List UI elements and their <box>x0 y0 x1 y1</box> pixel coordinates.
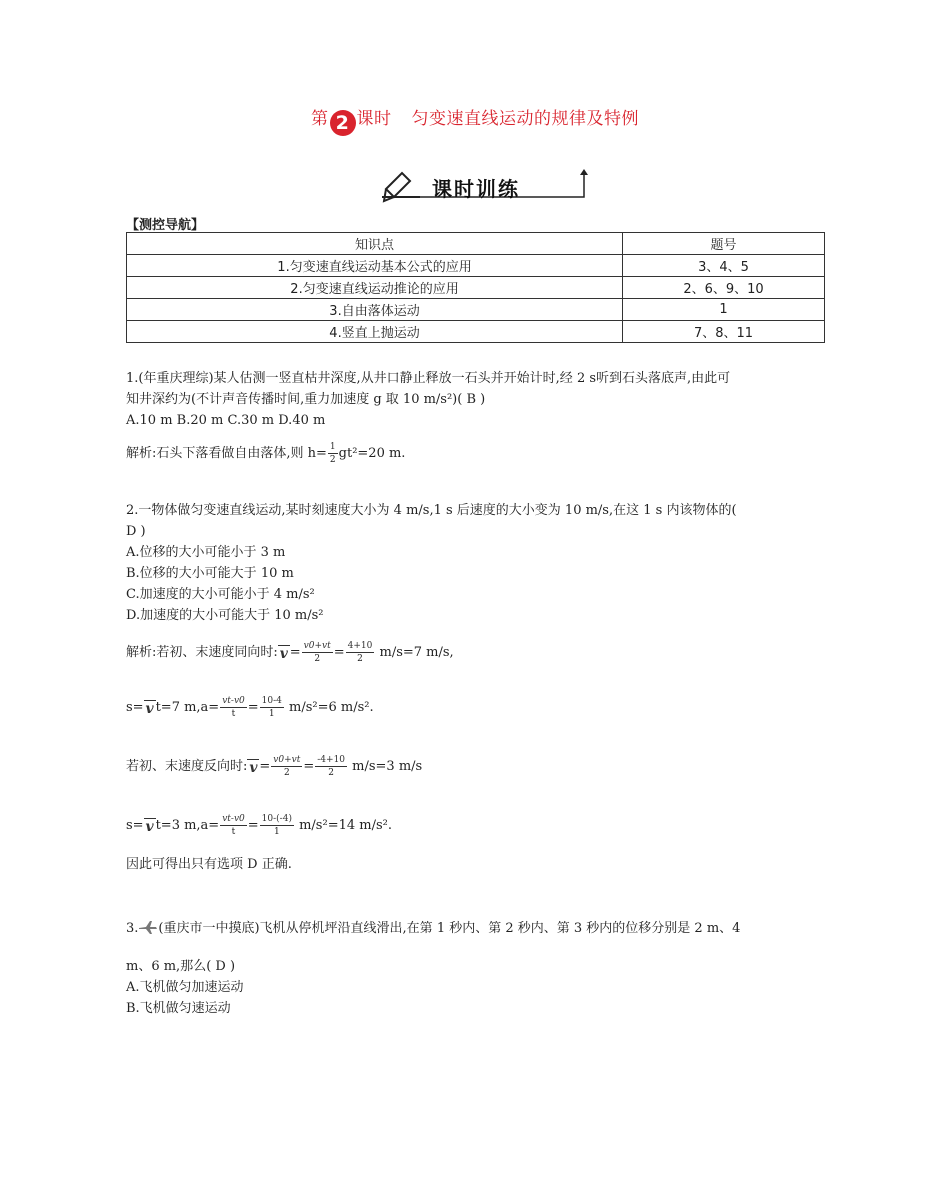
q2-option-b: B.位移的大小可能大于 10 m <box>126 566 294 581</box>
q1-options: A.10 m B.20 m C.30 m D.40 m <box>126 413 326 428</box>
table-header-cell: 知识点 <box>127 233 623 255</box>
q3-stem-line2: m、6 m,那么( D ) <box>126 959 236 974</box>
table-cell: 7、8、11 <box>623 321 825 343</box>
fraction: $\frac{v0+vt}{2}$ <box>273 755 301 778</box>
fraction: $\frac{vt-v0}{t}$ <box>222 696 245 719</box>
fraction: $\frac{4+10}{2}$ <box>347 641 373 664</box>
question-3 <box>126 918 826 1019</box>
q1-analysis: 解析:石头下落看做自由落体,则 h= $\frac{1}{2}$ gt²=20 m. <box>126 442 406 465</box>
table-row <box>127 277 825 299</box>
q3-stem-line1: 3. (重庆市一中摸底)飞机从停机坪沿直线滑出,在第 1 秒内、第 2 秒内、第 3 秒内的位移分别是 2 m、4 <box>126 918 826 942</box>
table-cell: 2.匀变速直线运动推论的应用 <box>127 277 623 299</box>
fraction: $\frac{vt-v0}{t}$ <box>222 814 245 837</box>
fraction: $\frac{-4+10}{2}$ <box>317 755 346 778</box>
table-header-cell: 题号 <box>623 233 825 255</box>
v-bar-symbol: v <box>279 646 288 662</box>
v-bar-symbol: v <box>249 760 258 776</box>
table-cell: 2、6、9、10 <box>623 277 825 299</box>
fraction: $\frac{10-(-4)}{1}$ <box>261 814 292 837</box>
q2-analysis-4: s= v t=3 m,a= $\frac{vt-v0}{t}$ = $\frac{10-(-4)}{1}$ m/s²=14 m/s². <box>126 814 392 837</box>
table-cell: 1.匀变速直线运动基本公式的应用 <box>127 255 623 277</box>
table-header-row <box>127 233 825 255</box>
q2-option-a: A.位移的大小可能小于 3 m <box>126 545 286 560</box>
v-bar-symbol: v <box>145 701 154 717</box>
nav-section-label: 【测控导航】 <box>126 218 205 233</box>
q2-conclusion: 因此可得出只有选项 D 正确. <box>126 857 292 872</box>
title-prefix: 第 <box>311 109 329 129</box>
title-text: 匀变速直线运动的规律及特例 <box>411 109 639 129</box>
q1-stem-line2: 知井深约为(不计声音传播时间,重力加速度 g 取 10 m/s²)( B ) <box>126 392 486 407</box>
table-cell: 1 <box>623 299 825 321</box>
knowledge-table <box>126 232 825 343</box>
q2-analysis-3: 若初、末速度反向时: v = $\frac{v0+vt}{2}$ = $\frac{-4+10}{2}$ m/s=3 m/s <box>126 755 423 778</box>
plane-icon <box>138 919 158 942</box>
table-row <box>127 321 825 343</box>
table-row <box>127 255 825 277</box>
fraction: $\frac{v0+vt}{2}$ <box>303 641 331 664</box>
v-bar-symbol: v <box>145 819 154 835</box>
q1-stem-line1: 1.(年重庆理综)某人估测一竖直枯井深度,从井口静止释放一石头并开始计时,经 2 s听到石头落底声,由此可 <box>126 371 731 386</box>
question-2 <box>126 500 826 875</box>
q2-analysis-1: 解析:若初、末速度同向时: v = $\frac{v0+vt}{2}$ = $\frac{4+10}{2}$ m/s=7 m/s, <box>126 641 454 664</box>
lesson-title <box>0 104 950 136</box>
table-cell: 3、4、5 <box>623 255 825 277</box>
title-suffix: 课时 <box>356 109 392 129</box>
fraction: $\frac{10-4}{1}$ <box>261 696 282 719</box>
q2-stem-line1: 2.一物体做匀变速直线运动,某时刻速度大小为 4 m/s,1 s 后速度的大小变为 10 m/s,在这 1 s 内该物体的( <box>126 503 737 518</box>
table-cell: 3.自由落体运动 <box>127 299 623 321</box>
lesson-training-banner <box>380 167 590 205</box>
fraction: $\frac{1}{2}$ <box>329 442 336 465</box>
q2-stem-line2: D ) <box>126 524 146 539</box>
banner-label: 课时训练 <box>432 177 520 201</box>
q3-option-b: B.飞机做匀速运动 <box>126 1001 231 1016</box>
q2-analysis-2: s= v t=7 m,a= $\frac{vt-v0}{t}$ = $\frac{10-4}{1}$ m/s²=6 m/s². <box>126 696 374 719</box>
question-1 <box>126 368 826 466</box>
lesson-number-badge: 2 <box>330 110 356 136</box>
q2-option-d: D.加速度的大小可能大于 10 m/s² <box>126 608 324 623</box>
table-cell: 4.竖直上抛运动 <box>127 321 623 343</box>
q2-option-c: C.加速度的大小可能小于 4 m/s² <box>126 587 315 602</box>
table-row <box>127 299 825 321</box>
q3-option-a: A.飞机做匀加速运动 <box>126 980 244 995</box>
